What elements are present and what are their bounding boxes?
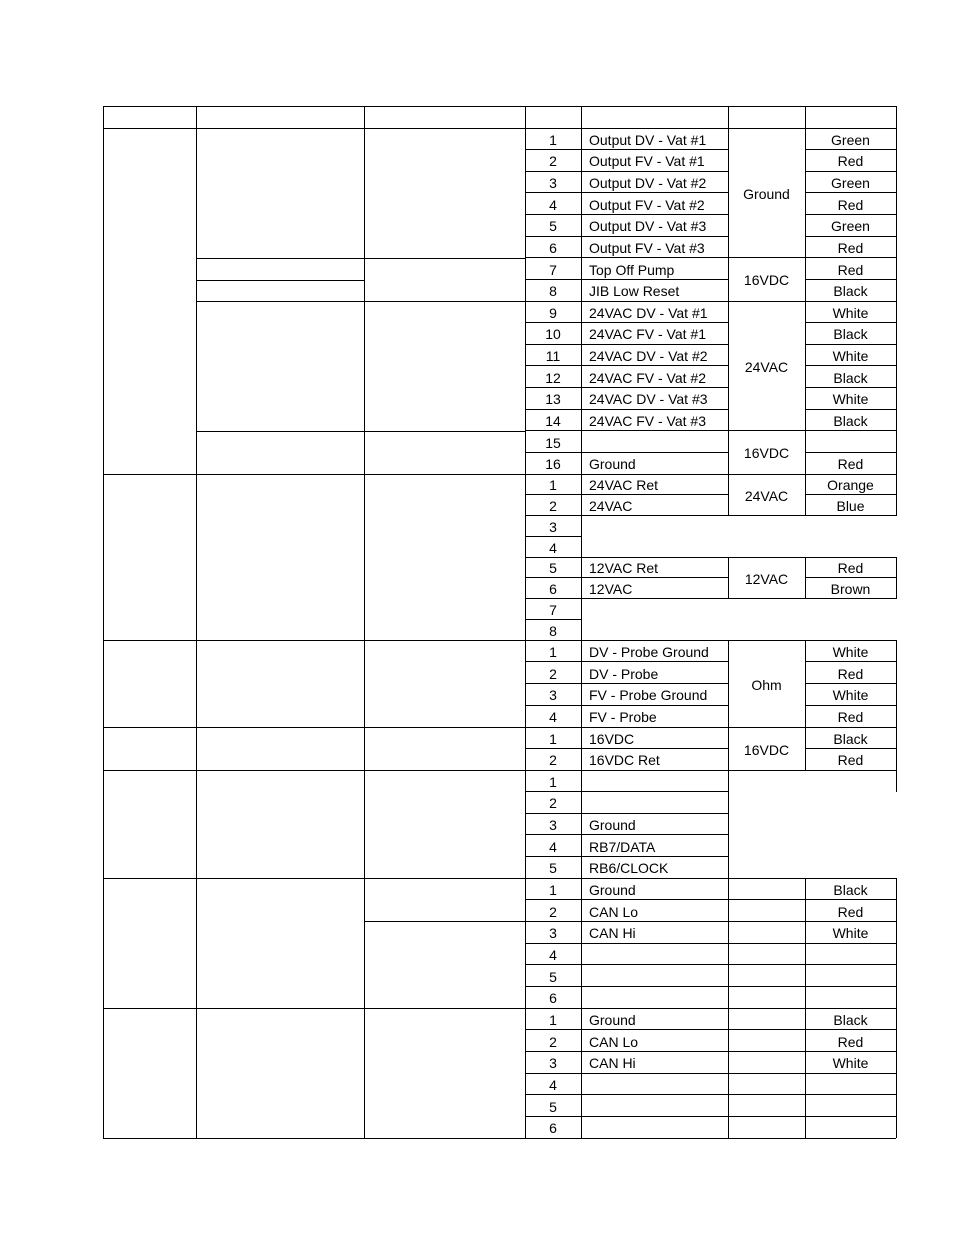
pin-row-divider [525,986,581,987]
signal-row-divider [581,322,728,323]
signal-name: 12VAC [589,581,633,598]
pin-number: 14 [545,412,561,429]
power-type-label: Ohm [751,676,782,693]
power-type-label: 24VAC [744,358,789,375]
wire-row-divider [805,257,896,258]
pin-number: 1 [549,730,557,747]
table-top-border [103,106,896,107]
wire-color: Red [837,560,864,577]
table-right-border [896,1008,897,1138]
table-right-border [896,474,897,516]
pin-number: 1 [549,643,557,660]
wire-row-divider [805,279,896,280]
type-row-divider [728,1116,805,1117]
wire-row-divider [805,192,896,193]
wire-row-divider [805,494,896,495]
signal-name: FV - Probe [589,709,657,726]
wire-row-divider [805,943,896,944]
pin-row-divider [525,192,581,193]
signal-row-divider [581,452,728,453]
signal-row-divider [581,577,728,578]
power-type-label: 16VDC [743,272,790,289]
wire-color: White [832,925,869,942]
type-row-divider [728,921,805,922]
signal-name: Output DV - Vat #1 [589,131,707,148]
type-row-divider [728,899,805,900]
power-type-label: Ground [743,185,790,202]
signal-row-divider [581,365,728,366]
wire-color: Black [833,1011,868,1028]
wire-row-divider [805,748,896,749]
wire-row-divider [805,683,896,684]
pin-number: 15 [545,434,561,451]
signal-name: 24VAC Ret [589,477,658,494]
signal-row-divider [581,344,728,345]
table-left-border [103,128,104,1138]
pin-row-divider [525,943,581,944]
type-group-divider [728,430,805,431]
type-group-divider [728,515,805,516]
wire-row-divider [805,577,896,578]
pin-number: 4 [549,539,557,556]
pin-row-divider [525,536,581,537]
signal-name: CAN Hi [589,1055,636,1072]
pin-row-divider [525,964,581,965]
header-row-bottom [103,128,896,129]
header-cell-border [805,106,806,128]
power-type-label: 24VAC [744,487,789,504]
wire-color: Red [837,239,864,256]
signal-row-divider [581,813,728,814]
type-row-divider [728,943,805,944]
pin-number: 2 [549,665,557,682]
pin-row-divider [525,365,581,366]
wire-color: Red [837,1033,864,1050]
signal-name: FV - Probe Ground [589,687,708,704]
pin-row-divider [525,515,581,516]
signal-row-divider [581,791,728,792]
pin-row-divider [525,409,581,410]
signal-name: 24VAC DV - Vat #1 [589,304,708,321]
pin-number: 1 [549,477,557,494]
pin-number: 11 [545,348,561,365]
signal-name: Output DV - Vat #3 [589,218,707,235]
pin-row-divider [525,1094,581,1095]
signal-row-divider [581,899,728,900]
pin-number: 6 [549,239,557,256]
pin-number: 4 [549,709,557,726]
pin-number: 1 [549,773,557,790]
pin-number: 3 [549,817,557,833]
signal-row-divider [581,921,728,922]
wire-row-divider [805,661,896,662]
type-group-divider [728,598,805,599]
pin-number: 3 [549,175,557,192]
type-row-divider [728,1029,805,1030]
wire-row-divider [805,1029,896,1030]
pin-number: 6 [549,1120,557,1137]
signal-row-divider [581,494,728,495]
wire-color: Black [833,730,868,747]
signal-name: 16VDC [589,730,635,747]
pin-row-divider [525,834,581,835]
wire-color: Orange [827,477,874,494]
wire-color: Black [833,412,868,429]
header-cell-border [525,106,526,128]
subgroup-divider [196,301,525,302]
signal-row-divider [581,257,728,258]
signal-row-divider [581,149,728,150]
pin-number: 4 [549,196,557,213]
signal-row-divider [581,705,728,706]
wire-row-divider [805,986,896,987]
wire-row-divider [805,1116,896,1117]
pin-number: 5 [549,860,557,877]
signal-name: DV - Probe Ground [589,643,709,660]
table-right-border [896,557,897,599]
signal-row-divider [581,1051,728,1052]
pin-number: 1 [549,1011,557,1028]
signal-row-divider [581,748,728,749]
signal-name: 24VAC DV - Vat #2 [589,348,708,365]
pin-number: 12 [545,369,561,386]
pin-number: 2 [549,498,557,515]
signal-row-divider [581,279,728,280]
signal-row-divider [581,214,728,215]
pin-row-divider [525,791,581,792]
pin-row-divider [525,171,581,172]
wire-color: Black [833,881,868,898]
section-divider [103,727,896,728]
pin-number: 3 [549,687,557,704]
type-row-divider [728,986,805,987]
pin-number: 5 [549,1098,557,1115]
signal-name: 24VAC FV - Vat #2 [589,369,706,386]
header-cell-border [103,106,104,128]
pin-row-divider [525,1029,581,1030]
pin-number: 2 [549,153,557,170]
pin-number: 5 [549,968,557,985]
pin-number: 4 [549,838,557,855]
pin-number: 1 [549,881,557,898]
pin-row-divider [525,1116,581,1117]
wire-color: Green [831,175,870,192]
pin-number: 3 [549,518,557,535]
pin-number: 6 [549,990,557,1007]
pin-number: 4 [549,1076,557,1093]
signal-row-divider [581,986,728,987]
wire-row-divider [805,344,896,345]
pin-number: 8 [549,283,557,300]
signal-row-divider [581,1029,728,1030]
wire-row-divider [805,409,896,410]
subgroup-divider [196,258,525,259]
pin-row-divider [525,257,581,258]
signal-name: Output FV - Vat #2 [589,196,705,213]
wire-row-divider [805,452,896,453]
pin-row-divider [525,577,581,578]
wire-row-divider [805,964,896,965]
pin-number: 1 [549,131,557,148]
pin-row-divider [525,214,581,215]
wire-color: Red [837,903,864,920]
table-bottom-border [103,1138,896,1139]
signal-row-divider [581,301,728,302]
subgroup-divider [196,280,364,281]
signal-row-divider [581,171,728,172]
signal-row-divider [581,192,728,193]
wire-row-divider [805,705,896,706]
section-divider [103,878,896,879]
signal-row-divider [581,430,728,431]
signal-row-divider [581,236,728,237]
signal-name: Top Off Pump [589,261,675,278]
signal-row-divider [581,1094,728,1095]
signal-name: 24VAC [589,498,633,515]
pin-row-divider [525,856,581,857]
pin-row-divider [525,813,581,814]
wire-row-divider [805,149,896,150]
header-cell-border [728,106,729,128]
wire-color: Red [837,196,864,213]
wire-row-divider [805,1094,896,1095]
wire-color: White [832,687,869,704]
signal-name: Output FV - Vat #1 [589,153,705,170]
signal-name: 24VAC DV - Vat #3 [589,391,708,408]
pin-row-divider [525,683,581,684]
section-divider [103,770,896,771]
pin-number: 2 [549,795,557,812]
wire-color: Red [837,456,864,473]
signal-name: Output FV - Vat #3 [589,239,705,256]
signal-name: CAN Hi [589,925,636,942]
pin-number: 4 [549,946,557,963]
signal-name: Output DV - Vat #2 [589,175,707,192]
pin-number: 3 [549,1055,557,1072]
header-cell-border [896,106,897,128]
signal-name: 24VAC FV - Vat #3 [589,412,706,429]
column-divider [728,770,729,878]
section-divider [103,640,896,641]
wire-color: Black [833,326,868,343]
wire-color: White [832,643,869,660]
pin-number: 7 [549,601,557,618]
wire-row-divider [805,1051,896,1052]
signal-name: DV - Probe [589,665,659,682]
signal-row-divider [581,964,728,965]
pin-number: 10 [545,326,561,343]
header-cell-border [364,106,365,128]
pin-number: 5 [549,560,557,577]
signal-name: Ground [589,1011,636,1028]
pin-number: 16 [545,456,561,473]
pin-number: 2 [549,1033,557,1050]
wire-color: White [832,1055,869,1072]
wire-row-divider [805,365,896,366]
wire-row-divider [805,322,896,323]
wire-row-divider [805,171,896,172]
table-right-border [896,770,897,792]
pin-number: 9 [549,304,557,321]
wire-row-divider [805,430,896,431]
pin-row-divider [525,899,581,900]
wire-color: Red [837,665,864,682]
type-group-divider [728,557,805,558]
pin-row-divider [525,494,581,495]
wire-color: Black [833,283,868,300]
signal-name: Ground [589,817,636,833]
signal-name: Ground [589,456,636,473]
signal-name: CAN Lo [589,1033,639,1050]
wire-row-divider [805,1073,896,1074]
wire-color: White [832,304,869,321]
signal-name: JIB Low Reset [589,283,680,300]
wire-color: Red [837,153,864,170]
table-right-border [896,878,897,1008]
signal-row-divider [581,387,728,388]
header-cell-border [196,106,197,128]
type-group-divider [728,257,805,258]
wire-row-divider [805,899,896,900]
wire-row-divider [805,387,896,388]
wire-row-divider [805,236,896,237]
wire-color: White [832,348,869,365]
pin-number: 6 [549,581,557,598]
pin-row-divider [525,705,581,706]
pin-number: 13 [545,391,561,408]
wire-color: Brown [830,581,871,598]
type-row-divider [728,964,805,965]
pin-row-divider [525,387,581,388]
group-divider [581,474,896,475]
wire-color: Red [837,261,864,278]
pin-row-divider [525,452,581,453]
header-cell-border [581,106,582,128]
signal-row-divider [581,856,728,857]
signal-name: Ground [589,881,636,898]
pin-number: 3 [549,925,557,942]
signal-row-divider [581,1073,728,1074]
pin-row-divider [525,661,581,662]
power-type-label: 12VAC [744,570,789,587]
pin-row-divider [525,1073,581,1074]
wire-row-divider [805,214,896,215]
table-right-border [896,727,897,770]
type-row-divider [728,1073,805,1074]
pin-row-divider [525,344,581,345]
signal-row-divider [581,943,728,944]
type-row-divider [728,1094,805,1095]
signal-name: 12VAC Ret [589,560,658,577]
type-row-divider [728,1051,805,1052]
signal-row-divider [581,683,728,684]
wire-row-divider [805,921,896,922]
pin-row-divider [525,279,581,280]
table-right-border [896,128,897,474]
pin-number: 7 [549,261,557,278]
pin-number: 2 [549,752,557,769]
signal-name: 24VAC FV - Vat #1 [589,326,706,343]
pin-number: 2 [549,903,557,920]
signal-name: 16VDC Ret [589,752,660,769]
wire-color: Red [837,752,864,769]
pin-row-divider [525,236,581,237]
wire-color: White [832,391,869,408]
pin-row-divider [525,921,581,922]
pin-row-divider [525,149,581,150]
signal-name: RB7/DATA [589,838,656,855]
pin-row-divider [525,748,581,749]
pin-number: 5 [549,218,557,235]
wire-row-divider [805,301,896,302]
signal-row-divider [581,834,728,835]
power-type-label: 16VDC [743,445,790,462]
wire-color: Green [831,218,870,235]
wire-color: Black [833,369,868,386]
signal-name: CAN Lo [589,903,639,920]
table-right-border [896,640,897,727]
signal-row-divider [581,1116,728,1117]
pin-row-divider [525,598,581,599]
subgroup-divider [196,431,525,432]
pin-row-divider [525,430,581,431]
wire-color: Green [831,131,870,148]
pin-row-divider [525,301,581,302]
pin-number: 8 [549,622,557,639]
wire-color: Red [837,709,864,726]
power-type-label: 16VDC [743,741,790,758]
signal-row-divider [581,661,728,662]
signal-name: RB6/CLOCK [589,860,669,877]
wire-color: Blue [836,498,865,515]
pin-row-divider [525,557,581,558]
pin-row-divider [525,619,581,620]
pin-row-divider [525,322,581,323]
section-divider [103,1008,896,1009]
type-group-divider [728,301,805,302]
pin-row-divider [525,1051,581,1052]
subgroup-divider [364,921,525,922]
signal-row-divider [581,409,728,410]
